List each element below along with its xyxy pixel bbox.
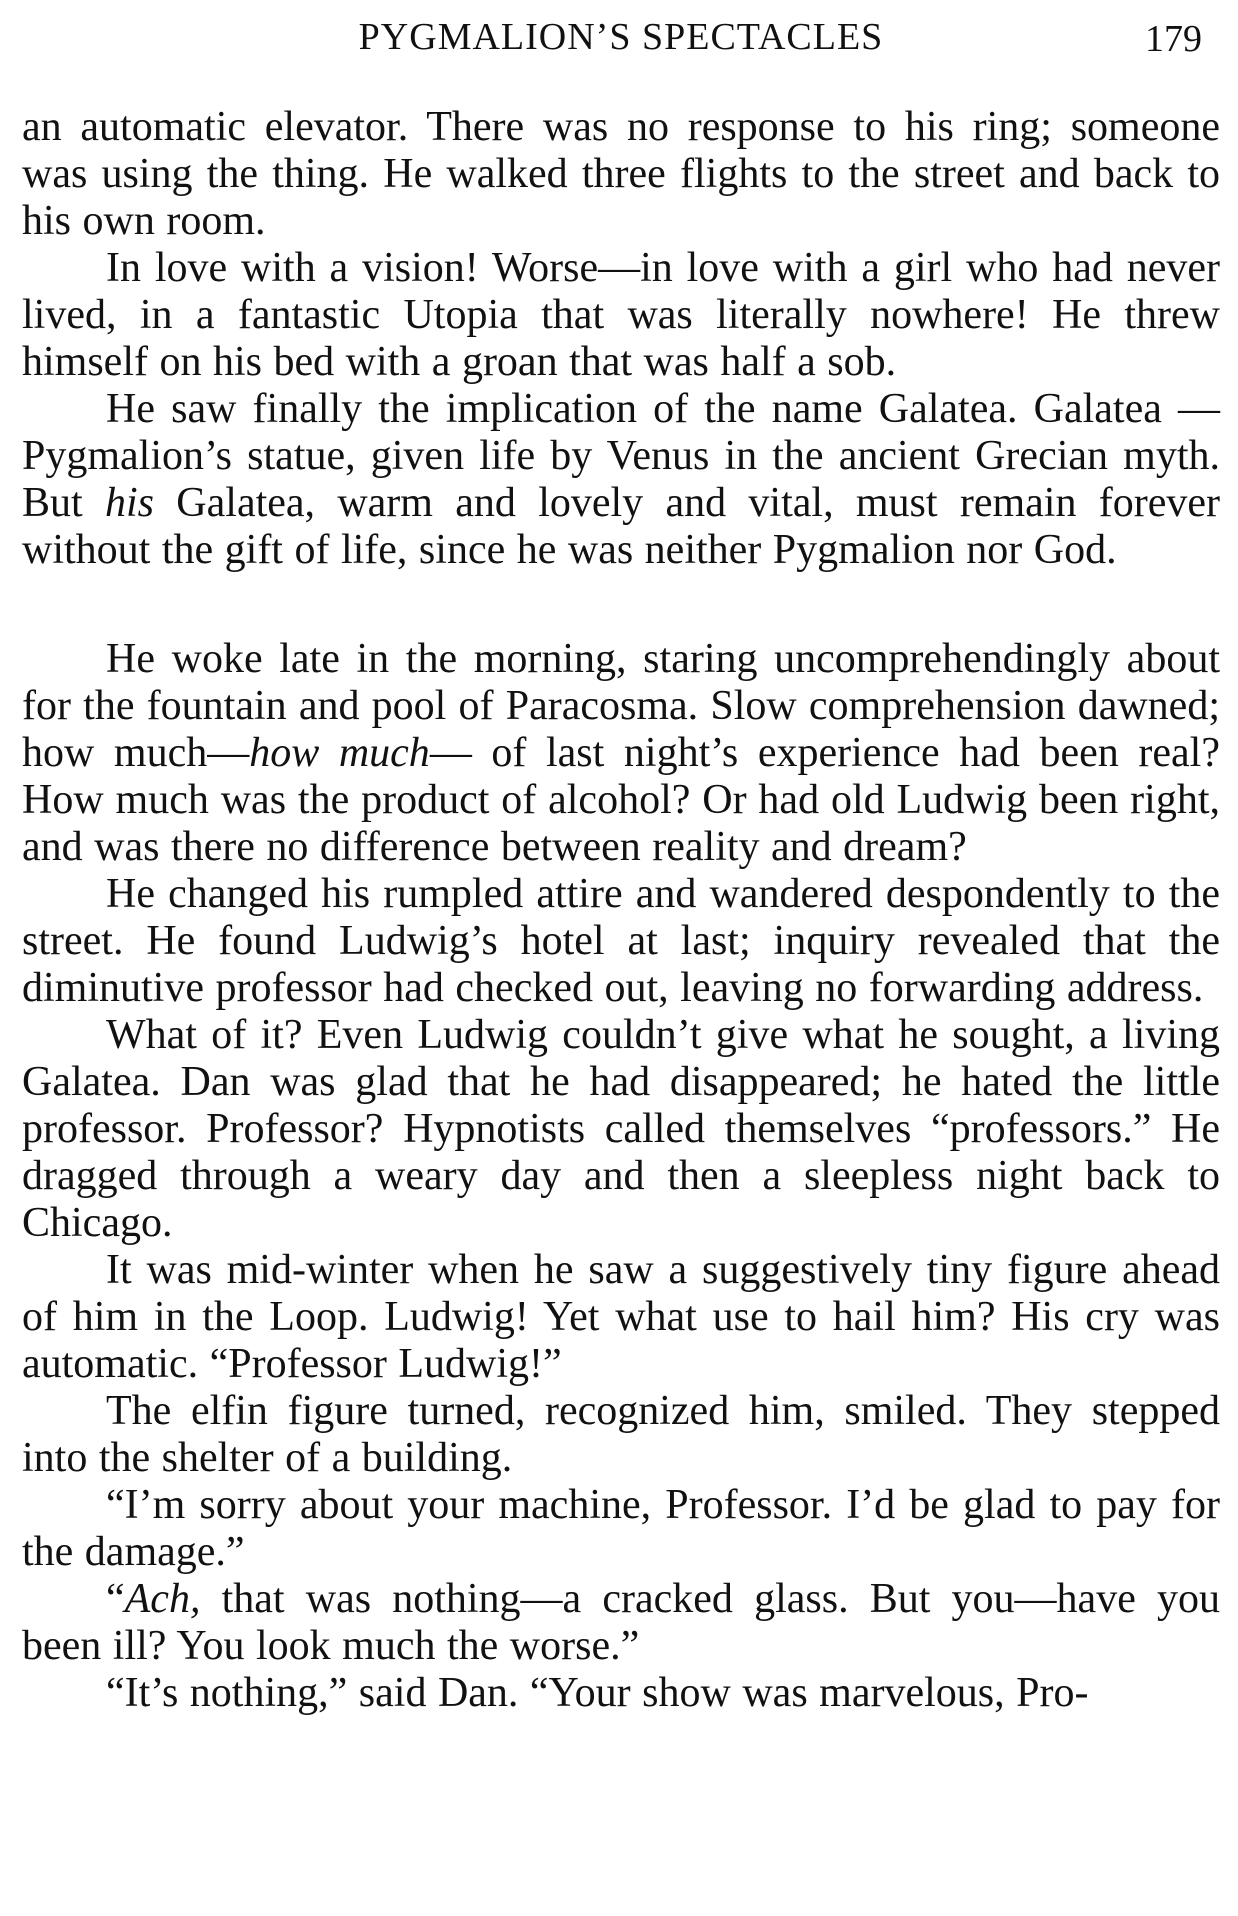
paragraph-text: What of it? Even Ludwig couldn’t give what he sought, a living Galatea. Dan was glad that he had disappeared; he hated the little professor. Professor? Hypnotists called themselves “professors.” He dragged through a weary day and then a sleepless night back to Chicago. <box>22 1012 1220 1246</box>
paragraph-text: He woke late in the morning, staring uncomprehendingly about for the fountain and pool of Paracosma. Slow comprehension dawned; how much— <box>22 636 1220 776</box>
paragraph <box>22 636 1220 871</box>
running-header <box>22 8 1220 64</box>
paragraph-text: It was mid-winter when he saw a suggestively tiny figure ahead of him in the Loop. Ludwig! Yet what use to hail him? His cry was automatic. “Professor Ludwig!” <box>22 1247 1220 1387</box>
paragraph-text: The elfin figure turned, recognized him, smiled. They stepped into the shelter of a building. <box>22 1388 1220 1481</box>
paragraph <box>22 104 1220 245</box>
paragraph-text: “I’m sorry about your machine, Professor. I’d be glad to pay for the damage.” <box>22 1482 1220 1575</box>
paragraph-text: that was nothing—a cracked glass. But you—have you been ill? You look much the worse.” <box>22 1576 1220 1669</box>
paragraph-text: “It’s nothing,” said Dan. “Your show was marvelous, Pro- <box>106 1670 1089 1716</box>
paragraph <box>22 1388 1220 1482</box>
paragraph <box>22 1482 1220 1576</box>
page-number: 179 <box>1145 18 1202 60</box>
paragraph-text: “ <box>106 1576 125 1622</box>
paragraph <box>22 245 1220 386</box>
paragraph <box>22 1670 1220 1717</box>
running-title: PYGMALION’S SPECTACLES <box>358 16 884 58</box>
paragraph-text: In love with a vision! Worse—in love with a girl who had never lived, in a fantastic Utopia that was literally nowhere! He threw himself on his bed with a groan that was half a sob. <box>22 245 1220 385</box>
paragraph <box>22 1576 1220 1670</box>
paragraph-text: an automatic elevator. There was no response to his ring; someone was using the thing. He walked three flights to the street and back to his own room. <box>22 104 1220 244</box>
body-text <box>22 104 1220 1717</box>
paragraph <box>22 871 1220 1012</box>
book-page <box>22 8 1220 1717</box>
paragraph <box>22 386 1220 574</box>
paragraph <box>22 1012 1220 1247</box>
paragraph-text: Galatea, warm and lovely and vital, must remain forever without the gift of life, since he was neither Pygmalion nor God. <box>22 480 1220 573</box>
paragraph-text: He saw finally the implication of the name Galatea. Galatea —Pygmalion’s statue, given life by Venus in the ancient Grecian myth. But <box>22 386 1220 526</box>
italic-text: Ach, <box>124 1576 201 1622</box>
italic-text: how much <box>249 730 430 776</box>
paragraph-text: He changed his rumpled attire and wandered despondently to the street. He found Ludwig’s hotel at last; inquiry revealed that the diminutive professor had checked out, leaving no forwarding address. <box>22 871 1220 1011</box>
paragraph <box>22 1247 1220 1388</box>
paragraph-text: — of last night’s experience had been real? How much was the product of alcohol? Or had old Ludwig been right, and was there no difference between reality and dream? <box>22 730 1220 870</box>
italic-text: his <box>104 480 154 526</box>
